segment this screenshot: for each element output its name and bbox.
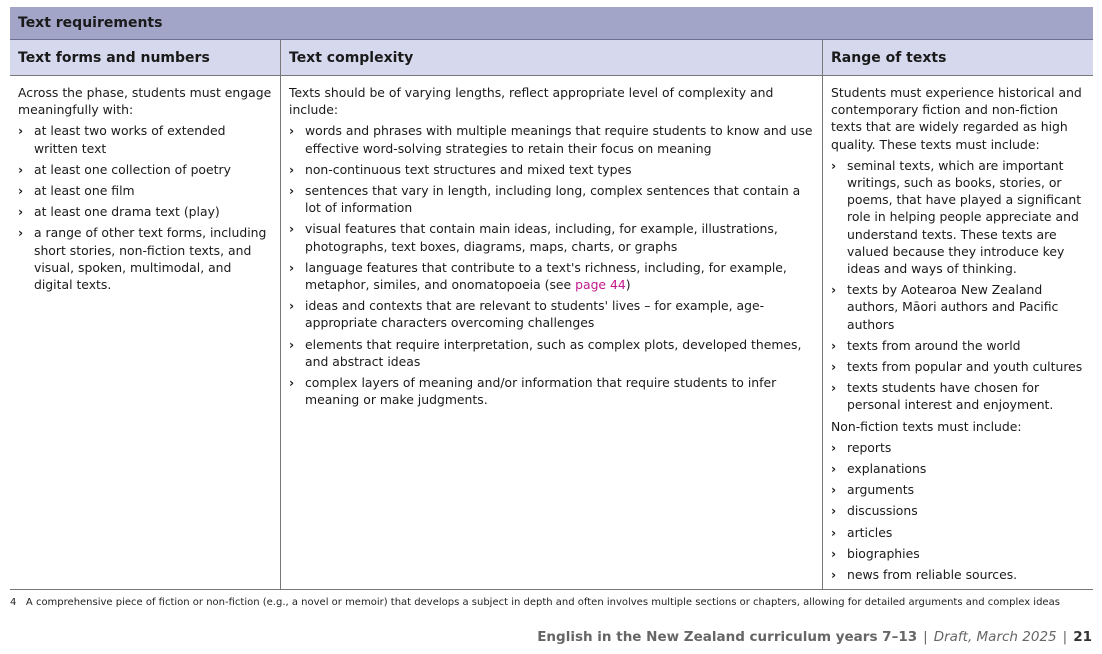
list-item-text: non-continuous text structures and mixed text types <box>305 161 632 177</box>
list-item <box>831 379 1085 413</box>
separator: | <box>1062 629 1068 645</box>
chevron-right-icon: › <box>289 221 295 237</box>
list-item <box>289 336 814 370</box>
list-item <box>18 161 272 178</box>
column-header: Range of texts <box>823 40 1093 76</box>
list-item <box>831 502 1085 519</box>
chevron-right-icon: › <box>831 359 837 375</box>
list-item <box>18 182 272 199</box>
list-item <box>289 220 814 254</box>
list-item-text: texts by Aotearoa New Zealand authors, Māori authors and Pacific authors <box>847 282 1059 332</box>
list-item-text: seminal texts, which are important writings, such as books, stories, or poems, that have played a significant role in helping people appreciate and understand texts. These texts are valued because they introduce key ideas and ways of thinking. <box>847 157 1082 277</box>
bullet-list <box>18 122 272 293</box>
chevron-right-icon: › <box>831 282 837 298</box>
list-item <box>289 297 814 331</box>
page-footer <box>537 629 1092 645</box>
column-range-of-texts <box>822 40 1093 590</box>
chevron-right-icon: › <box>831 461 837 477</box>
chevron-right-icon: › <box>289 375 295 391</box>
list-item-text: reports <box>847 439 892 455</box>
intro-text: Students must experience historical and contemporary fiction and non-fiction texts that are widely regarded as high quality. These texts must include: <box>831 85 1082 152</box>
list-item <box>831 545 1085 562</box>
list-item <box>18 224 272 293</box>
page-number: 21 <box>1073 629 1092 645</box>
column-text-complexity <box>280 40 822 590</box>
chevron-right-icon: › <box>18 225 24 241</box>
chevron-right-icon: › <box>18 161 24 177</box>
text-requirements-table <box>10 7 1093 590</box>
chevron-right-icon: › <box>831 482 837 498</box>
list-item <box>831 524 1085 541</box>
bullet-list <box>289 122 814 408</box>
intro-text: Texts should be of varying lengths, reflect appropriate level of complexity and include: <box>289 85 774 118</box>
list-item <box>18 122 272 156</box>
chevron-right-icon: › <box>289 298 295 314</box>
chevron-right-icon: › <box>831 503 837 519</box>
list-item-text: discussions <box>847 503 918 519</box>
footnote <box>10 597 1060 608</box>
chevron-right-icon: › <box>289 161 295 177</box>
chevron-right-icon: › <box>18 183 24 199</box>
list-item-text: visual features that contain main ideas, including, for example, illustrations, photographs, text boxes, diagrams, maps, charts, or graphs <box>305 221 778 254</box>
list-item <box>831 281 1085 333</box>
list-item-text: complex layers of meaning and/or information that require students to infer meaning or make judgments. <box>305 375 777 408</box>
chevron-right-icon: › <box>18 204 24 220</box>
footnote-number: 4 <box>10 597 17 608</box>
list-item <box>831 481 1085 498</box>
intro-text-nonfiction: Non-fiction texts must include: <box>831 418 1022 434</box>
list-item-text: at least two works of extended written text <box>34 123 226 156</box>
list-item <box>831 439 1085 456</box>
document-title: English in the New Zealand curriculum years 7–13 <box>537 629 918 645</box>
list-item <box>831 566 1085 583</box>
column-text-forms <box>10 40 280 590</box>
list-item-text: at least one collection of poetry <box>34 161 231 177</box>
list-item-text: words and phrases with multiple meanings that require students to know and use effective word-solving strategies to retain their focus on meaning <box>305 123 813 156</box>
chevron-right-icon: › <box>18 123 24 139</box>
chevron-right-icon: › <box>289 259 295 275</box>
chevron-right-icon: › <box>831 157 837 173</box>
closing-paren: ) <box>625 277 631 293</box>
table-title: Text requirements <box>10 7 1093 40</box>
column-header: Text complexity <box>281 40 822 76</box>
chevron-right-icon: › <box>831 337 837 353</box>
list-item-text: at least one film <box>34 183 135 199</box>
list-item-text: elements that require interpretation, such as complex plots, developed themes, and abstract ideas <box>305 336 802 369</box>
list-item <box>18 203 272 220</box>
draft-date: Draft, March 2025 <box>933 629 1057 645</box>
chevron-right-icon: › <box>289 123 295 139</box>
chevron-right-icon: › <box>831 545 837 561</box>
list-item-text: a range of other text forms, including short stories, non-fiction texts, and visual, spoken, multimodal, and digital texts. <box>34 225 267 293</box>
list-item-text: biographies <box>847 545 920 561</box>
list-item-text: ideas and contexts that are relevant to students' lives – for example, age-appropriate characters overcoming challenges <box>305 298 765 331</box>
chevron-right-icon: › <box>831 567 837 583</box>
list-item-text: language features that contribute to a text's richness, including, for example, metaphor, similes, and onomatopoeia (see <box>305 259 787 293</box>
chevron-right-icon: › <box>831 439 837 455</box>
list-item <box>831 460 1085 477</box>
list-item <box>289 122 814 156</box>
list-item-text: texts from around the world <box>847 337 1021 353</box>
list-item <box>831 358 1085 375</box>
footnote-text: A comprehensive piece of fiction or non-fiction (e.g., a novel or memoir) that develops a subject in depth and often involves multiple sections or chapters, allowing for detailed arguments and complex ideas <box>25 597 1060 608</box>
intro-text: Across the phase, students must engage meaningfully with: <box>18 85 272 118</box>
list-item <box>289 374 814 408</box>
column-header: Text forms and numbers <box>10 40 280 76</box>
chevron-right-icon: › <box>831 380 837 396</box>
list-item <box>831 157 1085 277</box>
chevron-right-icon: › <box>289 336 295 352</box>
chevron-right-icon: › <box>831 524 837 540</box>
list-item-text: articles <box>847 524 893 540</box>
list-item-text: texts from popular and youth cultures <box>847 359 1083 375</box>
list-item-text: arguments <box>847 482 915 498</box>
list-item-text: news from reliable sources. <box>847 567 1018 583</box>
separator: | <box>923 629 928 645</box>
list-item <box>289 161 814 178</box>
bullet-list-nonfiction <box>831 439 1085 583</box>
list-item <box>289 259 814 293</box>
list-item-text: at least one drama text (play) <box>34 204 220 220</box>
list-item <box>831 337 1085 354</box>
list-item-text: texts students have chosen for personal interest and enjoyment. <box>847 380 1054 413</box>
bullet-list <box>831 157 1085 414</box>
list-item <box>289 182 814 216</box>
list-item-text: sentences that vary in length, including long, complex sentences that contain a lot of information <box>305 183 801 216</box>
page-44-link[interactable]: page 44 <box>575 277 626 293</box>
chevron-right-icon: › <box>289 183 295 199</box>
list-item-text: explanations <box>847 461 927 477</box>
